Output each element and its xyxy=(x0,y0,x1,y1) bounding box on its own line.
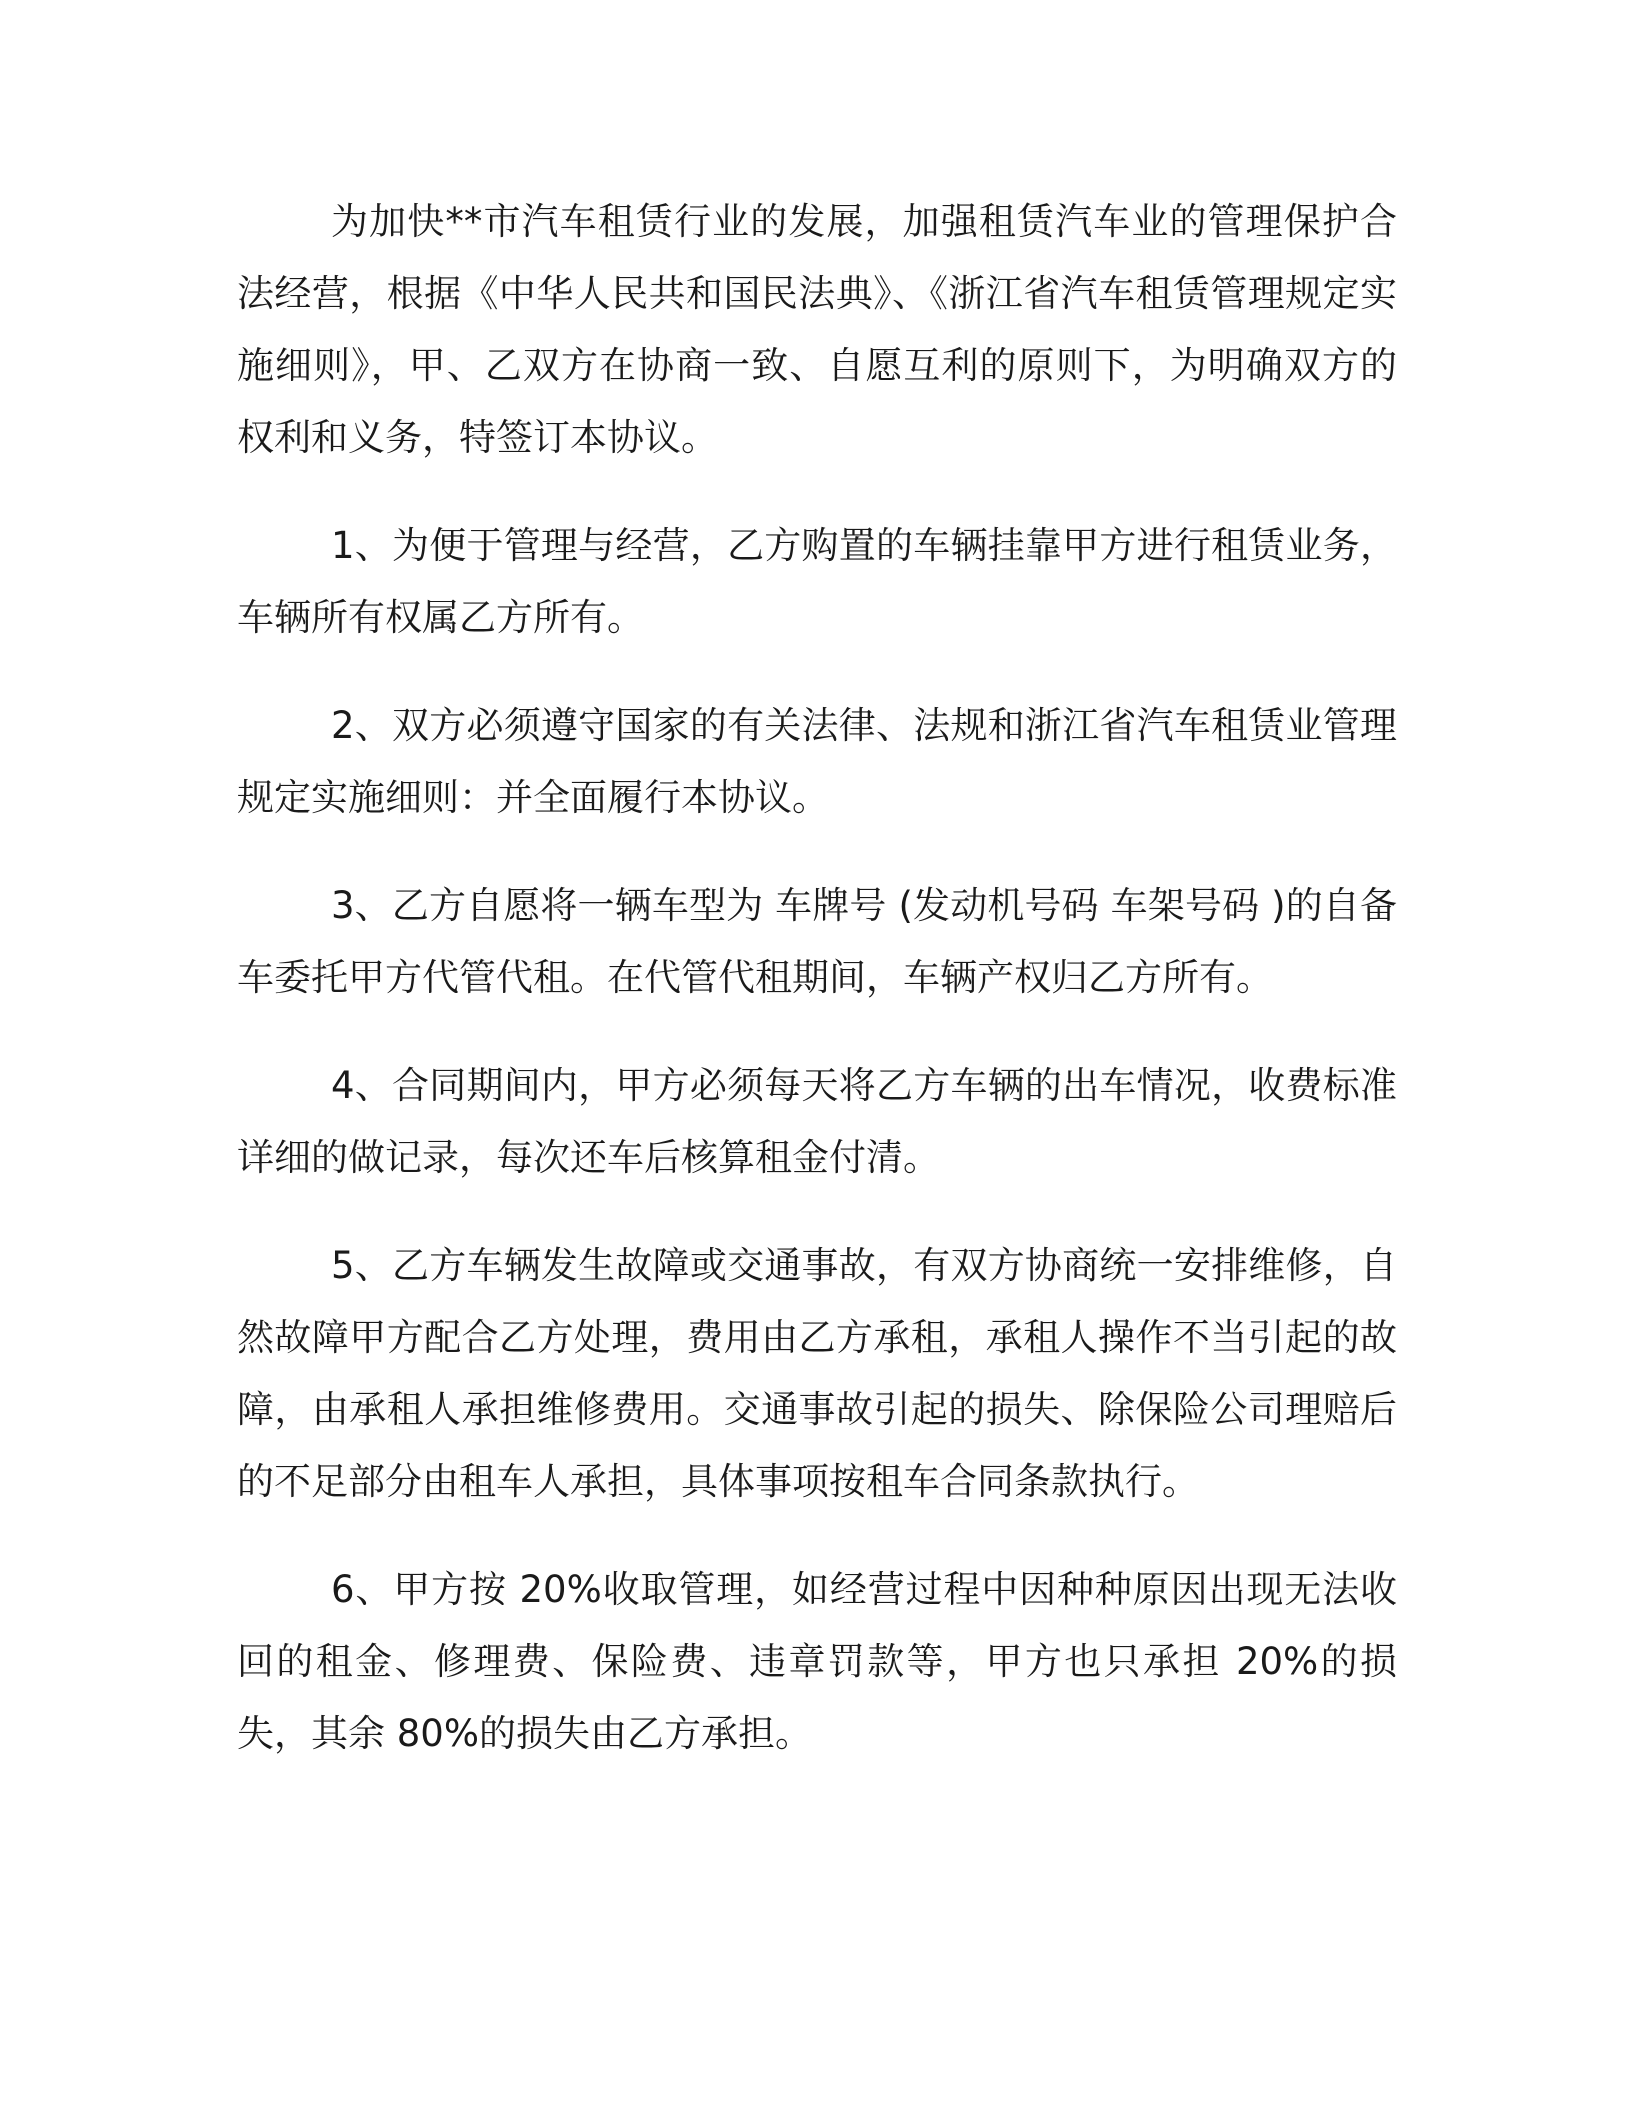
clause-1-paragraph: 1、为便于管理与经营，乙方购置的车辆挂靠甲方进行租赁业务，车辆所有权属乙方所有。 xyxy=(237,524,1397,639)
intro-paragraph: 为加快**市汽车租赁行业的发展，加强租赁汽车业的管理保护合法经营，根据《中华人民共和国民法典》、《浙江省汽车租赁管理规定实施细则》，甲、乙双方在协商一致、自愿互利的原则下，为明确双方的权利和义务，特签订本协议。 xyxy=(237,200,1397,459)
clause-6-paragraph: 6、甲方按 20%收取管理，如经营过程中因种种原因出现无法收回的租金、修理费、保险费、违章罚款等，甲方也只承担 20%的损失，其余 80%的损失由乙方承担。 xyxy=(237,1568,1397,1755)
clause-5-paragraph: 5、乙方车辆发生故障或交通事故，有双方协商统一安排维修，自然故障甲方配合乙方处理，费用由乙方承租，承租人操作不当引起的故障，由承租人承担维修费用。交通事故引起的损失、除保险公司理赔后的不足部分由租车人承担，具体事项按租车合同条款执行。 xyxy=(237,1244,1397,1503)
clause-4-paragraph: 4、合同期间内，甲方必须每天将乙方车辆的出车情况，收费标准详细的做记录，每次还车后核算租金付清。 xyxy=(237,1064,1397,1179)
document-body xyxy=(237,186,1397,1806)
clause-3-paragraph: 3、乙方自愿将一辆车型为 车牌号 (发动机号码 车架号码 )的自备车委托甲方代管代租。在代管代租期间，车辆产权归乙方所有。 xyxy=(237,884,1397,999)
clause-2-paragraph: 2、双方必须遵守国家的有关法律、法规和浙江省汽车租赁业管理规定实施细则：并全面履行本协议。 xyxy=(237,704,1397,819)
